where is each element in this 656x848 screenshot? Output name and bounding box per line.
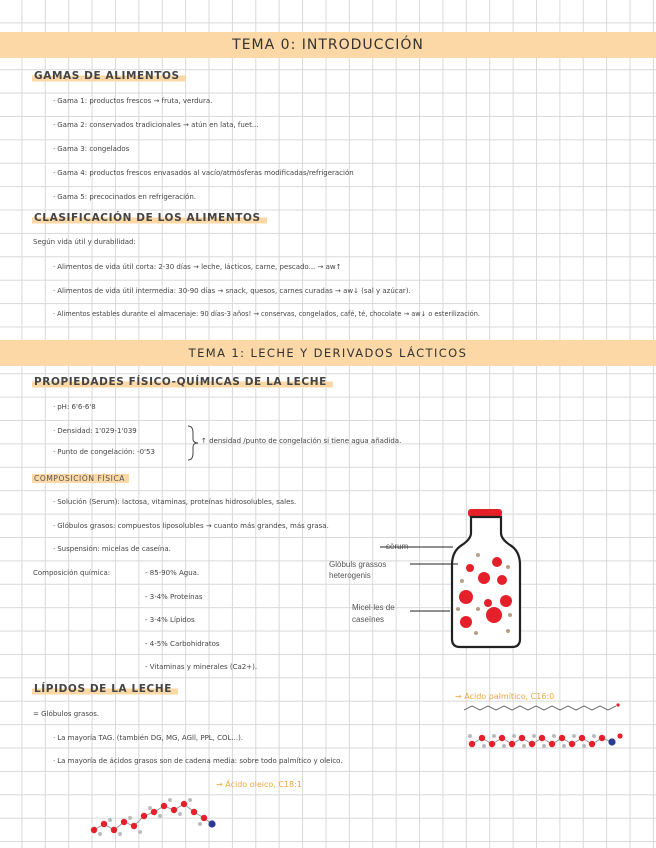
clasificacion-item: · Alimentos estables durante el almacenaje: 90 días-3 años! → conservas, congelados, café, té, chocolate → aw↓ o esterilización.	[53, 310, 480, 318]
serum-label: sèrum	[386, 542, 409, 551]
composicion-quimica-label: Composición química:	[33, 569, 111, 577]
brace-note: ↑ densidad /punto de congelación si tiene agua añadida.	[201, 437, 402, 445]
lipidos-item: · La mayoría TAG. (también DG, MG, AGll, PPL, COL...).	[53, 734, 243, 742]
oleic-acid-molecule	[90, 786, 220, 842]
composicion-fisica-heading: COMPOSICIÓN FÍSICA	[32, 474, 129, 483]
lipidos-item: · La mayoría de ácidos grasos son de cadena media: sobre todo palmítico y oleico.	[53, 757, 343, 765]
globuls-label: Glòbuls grassos	[329, 560, 387, 569]
congelacion-value: · Punto de congelación: -0'53	[53, 448, 155, 456]
ph-value: · pH: 6'6-6'8	[53, 403, 96, 411]
tema1-banner	[0, 340, 656, 366]
composicion-quimica-item: - 4-5% Carbohidratos	[145, 640, 220, 648]
tema0-banner	[0, 32, 656, 58]
globuls-label: heterogenis	[329, 571, 371, 580]
clasificacion-intro: Según vida útil y durabilidad:	[33, 238, 136, 246]
gama-item: · Gama 4: productos frescos envasados al vacío/atmósferas modificadas/refrigeración	[53, 169, 354, 177]
brace-icon	[186, 425, 200, 461]
composicion-quimica-item: - 3-4% Lípidos	[145, 616, 195, 624]
composicion-quimica-item: - 85-90% Agua.	[145, 569, 200, 577]
tema0-title: TEMA 0: INTRODUCCIÓN	[232, 37, 424, 53]
palmitico-label: → Ácido palmítico, C16:0	[455, 692, 555, 701]
gama-item: · Gama 1: productos frescos → fruta, verdura.	[53, 97, 212, 105]
gama-item: · Gama 5: precocinados en refrigeración.	[53, 193, 196, 201]
tema1-title: TEMA 1: LECHE Y DERIVADOS LÁCTICOS	[188, 346, 468, 360]
composicion-fisica-item: · Glóbulos grasos: compuestos liposolubles → cuanto más grandes, más grasa.	[53, 522, 329, 530]
composicion-fisica-item: · Solución (Serum): lactosa, vitaminas, proteínas hidrosolubles, sales.	[53, 498, 296, 506]
micel-label: Micel·les de	[352, 603, 395, 612]
micel-label: caseïnes	[352, 615, 385, 624]
composicion-quimica-item: - 3-4% Proteínas	[145, 593, 203, 601]
gama-item: · Gama 3: congelados	[53, 145, 129, 153]
propiedades-heading: PROPIEDADES FÍSICO-QUÍMICAS DE LA LECHE	[32, 375, 333, 389]
oleico-label: → Ácido oleico, C18:1	[216, 780, 302, 789]
lipidos-globulos: = Glóbulos grasos.	[33, 710, 100, 718]
gamas-heading: GAMAS DE ALIMENTOS	[32, 69, 186, 83]
milk-bottle-illustration	[448, 505, 528, 655]
clasificacion-heading: CLASIFICACIÓN DE LOS ALIMENTOS	[32, 211, 267, 225]
composicion-fisica-item: · Suspensión: micelas de caseína.	[53, 545, 171, 553]
lipidos-heading: LÍPIDOS DE LA LECHE	[32, 682, 178, 696]
gama-item: · Gama 2: conservados tradicionales → atún en lata, fuet...	[53, 121, 259, 129]
clasificacion-item: · Alimentos de vida útil corta: 2-30 días → leche, lácticos, carne, pescado... → aw↑	[53, 263, 341, 271]
densidad-value: · Densidad: 1'029-1'039	[53, 427, 137, 435]
clasificacion-item: · Alimentos de vida útil intermedia: 30-90 días → snack, quesos, carnes curadas → aw↓ (sal y azúcar).	[53, 287, 411, 295]
composicion-quimica-item: - Vitaminas y minerales (Ca2+).	[145, 663, 258, 671]
palmitic-acid-molecule	[462, 702, 630, 758]
